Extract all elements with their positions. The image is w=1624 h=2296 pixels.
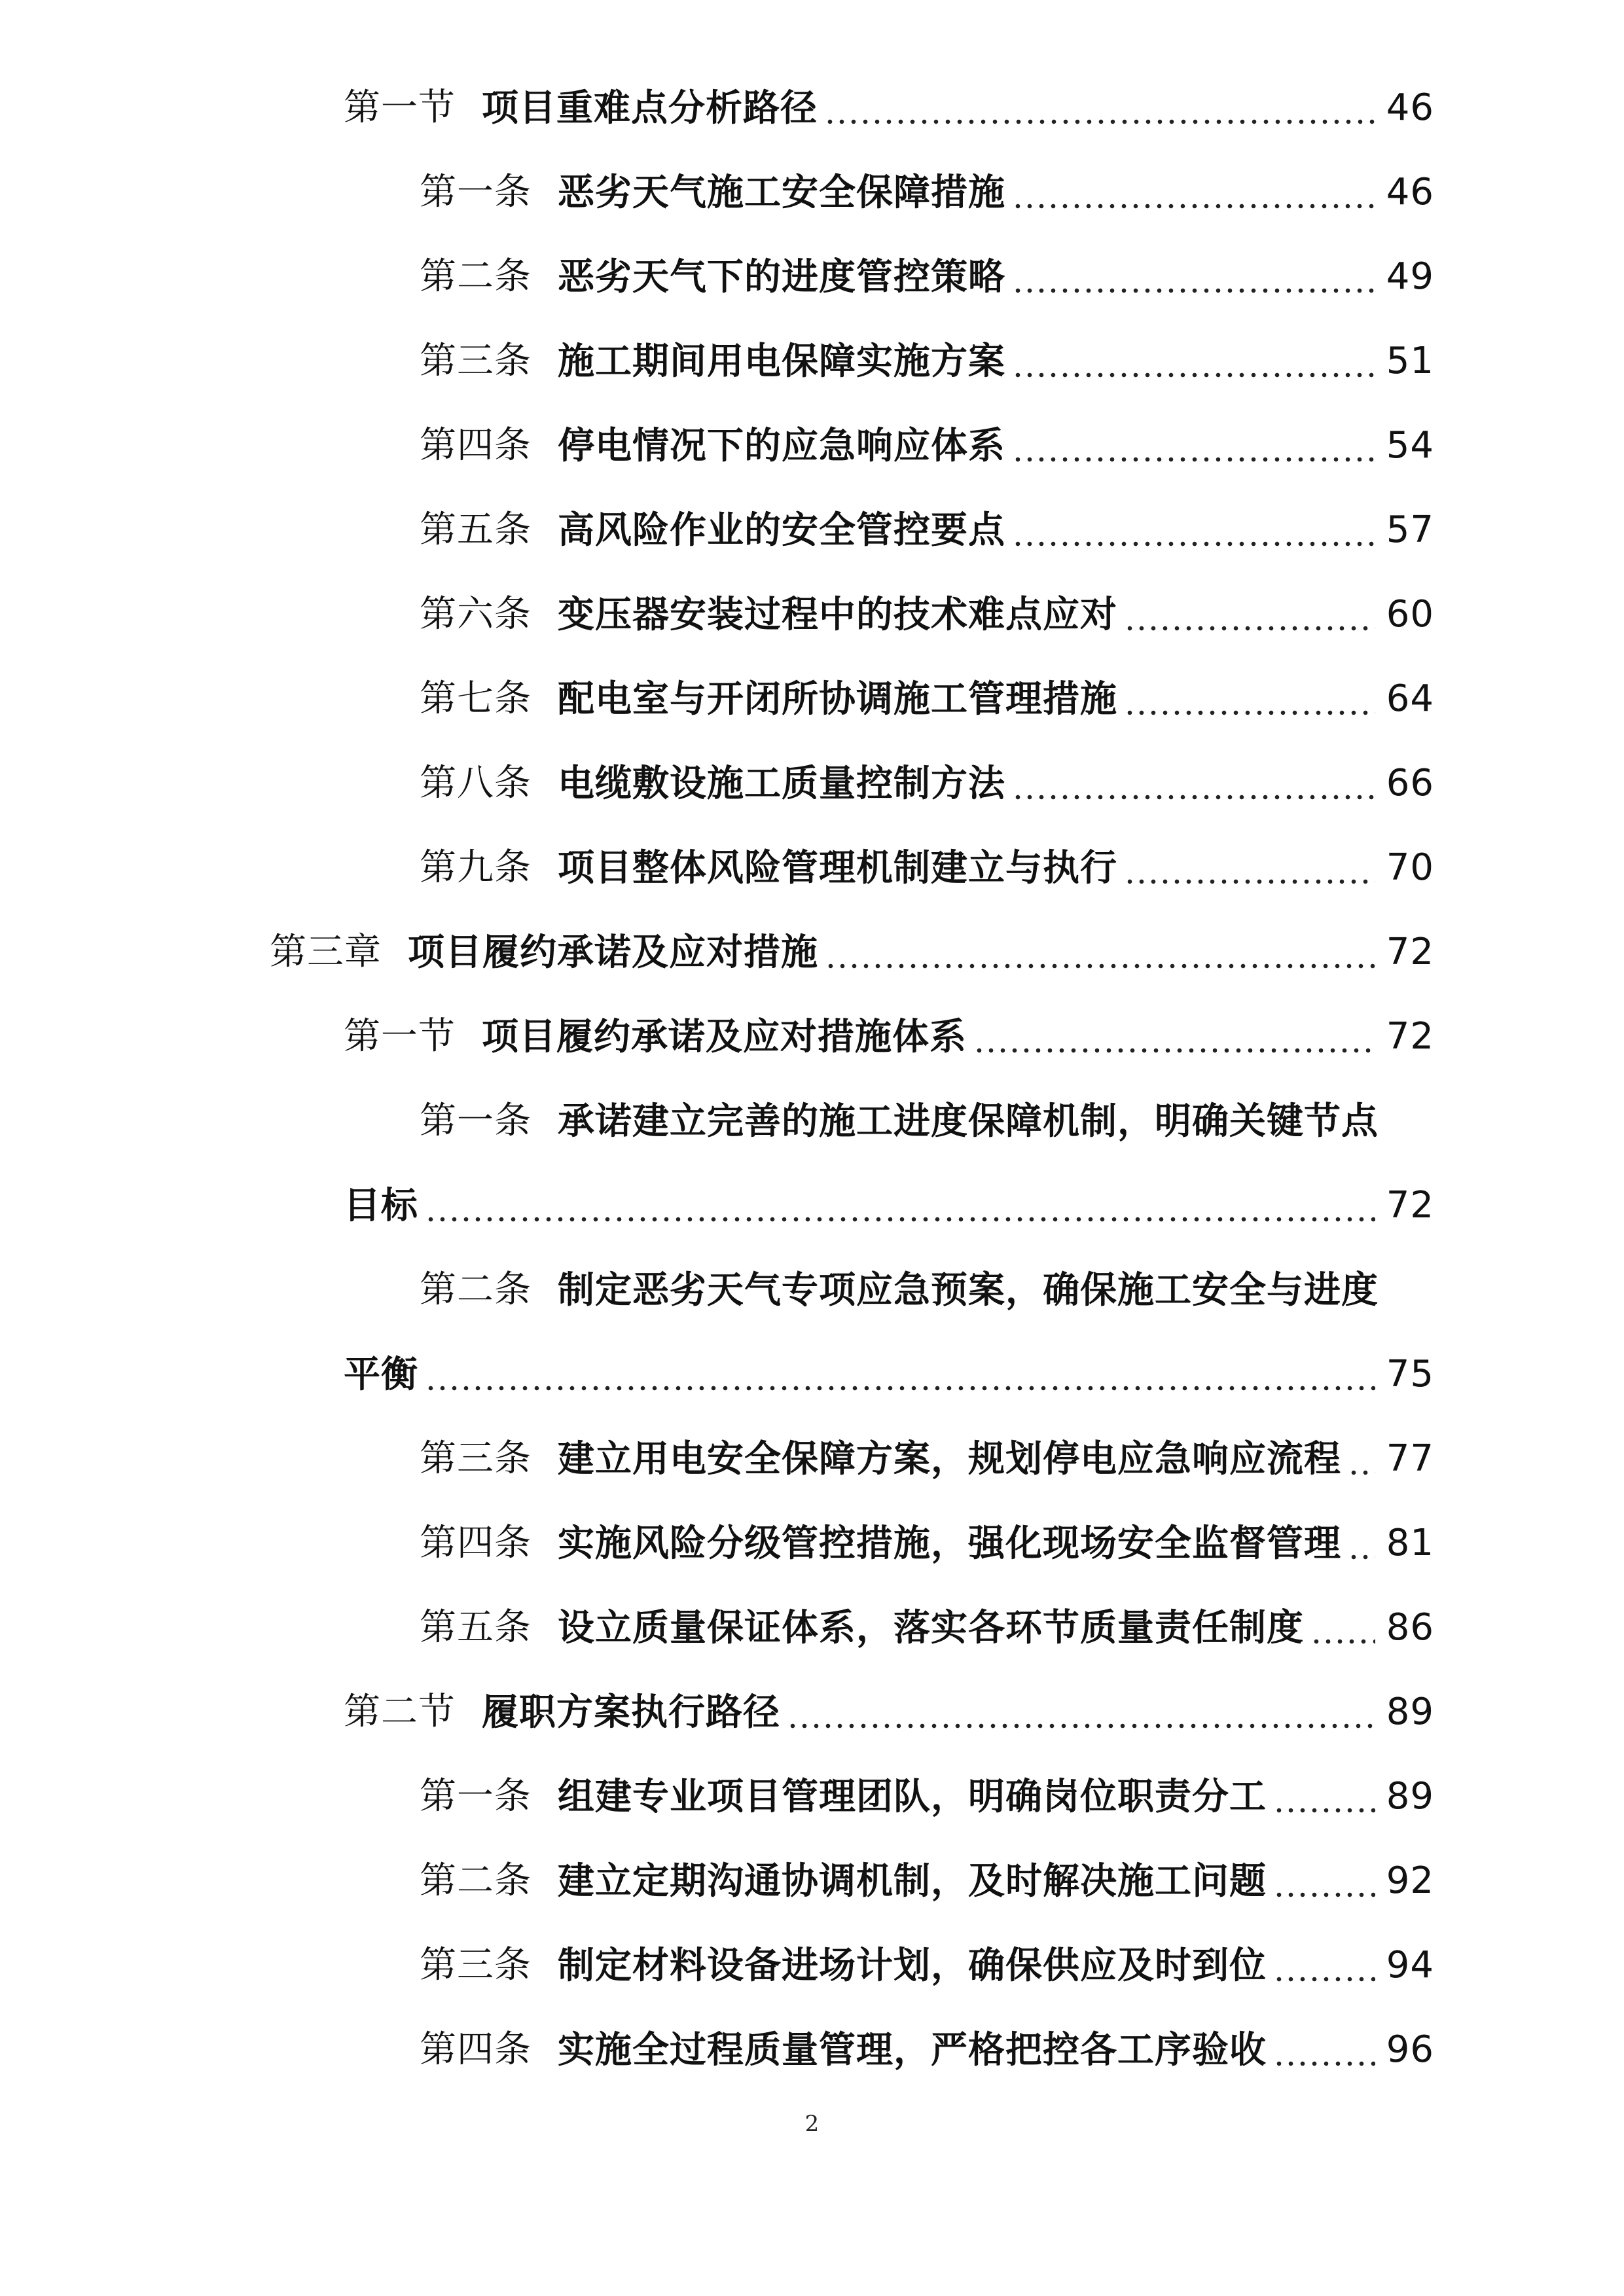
- dot-leader: [1124, 596, 1375, 633]
- toc-entry-page: 72: [1386, 930, 1434, 973]
- page-number-footer: 2: [804, 2111, 820, 2137]
- toc-entry-title: 组建专业项目管理团队，明确岗位职责分工: [558, 1775, 1267, 1818]
- dot-leader: [824, 90, 1375, 126]
- toc-entry-continuation[interactable]: [0, 1332, 1624, 1416]
- dot-leader: [1124, 681, 1375, 717]
- toc-entry-title: 变压器安装过程中的技术难点应对: [558, 593, 1117, 636]
- toc-entry-article[interactable]: [0, 403, 1624, 488]
- dot-leader: [973, 1018, 1375, 1055]
- toc-entry-article[interactable]: [0, 234, 1624, 319]
- toc-entry-page: 81: [1386, 1521, 1434, 1564]
- toc-entry-page: 92: [1386, 1859, 1434, 1902]
- toc-entry-article[interactable]: [0, 488, 1624, 572]
- toc-entry-number: 第五条: [420, 508, 532, 551]
- toc-entry-page: 96: [1386, 2028, 1434, 2071]
- toc-entry-article[interactable]: [0, 1416, 1624, 1501]
- dot-leader: [1348, 1525, 1375, 1562]
- toc-entry-title: 配电室与开闭所协调施工管理措施: [558, 677, 1117, 720]
- toc-entry-title: 恶劣天气下的进度管控策略: [558, 255, 1005, 298]
- toc-entry-number: 第六条: [420, 592, 532, 636]
- toc-entry-title: 设立质量保证体系，落实各环节质量责任制度: [558, 1606, 1304, 1649]
- toc-entry-article[interactable]: [0, 825, 1624, 910]
- toc-entry-article[interactable]: [0, 1923, 1624, 2007]
- toc-entry-title: 项目重难点分析路径: [482, 86, 818, 129]
- toc-entry-title: 恶劣天气施工安全保障措施: [558, 171, 1005, 213]
- toc-entry-article[interactable]: [0, 1247, 1624, 1332]
- dot-leader: [1273, 1778, 1375, 1815]
- dot-leader: [425, 1187, 1375, 1224]
- toc-entry-title: 项目整体风险管理机制建立与执行: [558, 846, 1117, 889]
- toc-entry-article[interactable]: [0, 150, 1624, 234]
- toc-entry-title: 停电情况下的应急响应体系: [558, 424, 1005, 467]
- toc-entry-number: 第三章: [270, 930, 382, 973]
- toc-entry-section[interactable]: [0, 994, 1624, 1079]
- toc-entry-page: 49: [1386, 255, 1434, 298]
- toc-entry-page: 77: [1386, 1437, 1434, 1480]
- dot-leader: [787, 1694, 1375, 1731]
- toc-entry-article[interactable]: [0, 319, 1624, 403]
- toc-entry-page: 72: [1386, 1014, 1434, 1058]
- toc-entry-page: 70: [1386, 846, 1434, 889]
- toc-entry-number: 第二条: [420, 1268, 532, 1311]
- toc-entry-page: 66: [1386, 761, 1434, 804]
- toc-entry-number: 第一条: [420, 1099, 532, 1142]
- toc-entry-number: 第七条: [420, 677, 532, 720]
- toc-entry-section[interactable]: [0, 65, 1624, 150]
- toc-entry-title: 项目履约承诺及应对措施: [408, 931, 818, 973]
- toc-entry-number: 第二条: [420, 255, 532, 298]
- toc-entry-page: 60: [1386, 592, 1434, 636]
- toc-entry-article[interactable]: [0, 572, 1624, 656]
- toc-entry-page: 46: [1386, 170, 1434, 213]
- toc-entry-title: 实施全过程质量管理，严格把控各工序验收: [558, 2028, 1267, 2071]
- toc-entry-title: 施工期间用电保障实施方案: [558, 340, 1005, 382]
- dot-leader: [1273, 1947, 1375, 1984]
- toc-entry-number: 第三条: [420, 1437, 532, 1480]
- toc-entry-number: 第一条: [420, 170, 532, 213]
- toc-entry-page: 89: [1386, 1774, 1434, 1818]
- toc-entry-page: 51: [1386, 339, 1434, 382]
- toc-entry-article[interactable]: [0, 1839, 1624, 1923]
- toc-entry-title-continued: 平衡: [344, 1353, 418, 1395]
- toc-entry-page: 75: [1386, 1352, 1434, 1395]
- toc-entry-page: 94: [1386, 1943, 1434, 1986]
- toc-entry-title: 高风险作业的安全管控要点: [558, 509, 1005, 551]
- toc-entry-title: 履职方案执行路径: [482, 1691, 780, 1733]
- toc-entry-title: 电缆敷设施工质量控制方法: [558, 762, 1005, 804]
- table-of-contents: [0, 65, 1624, 2092]
- toc-entry-article[interactable]: [0, 741, 1624, 825]
- toc-entry-article[interactable]: [0, 1585, 1624, 1670]
- toc-entry-article[interactable]: [0, 1754, 1624, 1839]
- toc-entry-article[interactable]: [0, 656, 1624, 741]
- toc-entry-number: 第四条: [420, 423, 532, 467]
- dot-leader: [1348, 1441, 1375, 1477]
- dot-leader: [1012, 512, 1375, 548]
- toc-entry-article[interactable]: [0, 1501, 1624, 1585]
- dot-leader: [1012, 427, 1375, 464]
- toc-entry-title: 项目履约承诺及应对措施体系: [482, 1015, 967, 1058]
- toc-entry-number: 第九条: [420, 846, 532, 889]
- toc-entry-title: 建立用电安全保障方案，规划停电应急响应流程: [558, 1437, 1341, 1480]
- toc-entry-article[interactable]: [0, 2007, 1624, 2092]
- toc-entry-number: 第八条: [420, 761, 532, 804]
- toc-entry-page: 86: [1386, 1605, 1434, 1649]
- toc-entry-page: 64: [1386, 677, 1434, 720]
- toc-entry-title: 承诺建立完善的施工进度保障机制，明确关键节点: [558, 1099, 1379, 1143]
- dot-leader: [1273, 2032, 1375, 2068]
- toc-entry-number: 第一条: [420, 1774, 532, 1818]
- dot-leader: [1273, 1863, 1375, 1899]
- dot-leader: [1012, 765, 1375, 802]
- toc-entry-number: 第二条: [420, 1859, 532, 1902]
- toc-entry-title: 建立定期沟通协调机制，及时解决施工问题: [558, 1859, 1267, 1902]
- dot-leader: [1012, 343, 1375, 380]
- toc-entry-number: 第三条: [420, 339, 532, 382]
- dot-leader: [1124, 850, 1375, 886]
- toc-entry-continuation[interactable]: [0, 1163, 1624, 1247]
- toc-entry-number: 第四条: [420, 2028, 532, 2071]
- toc-entry-page: 89: [1386, 1690, 1434, 1733]
- dot-leader: [1012, 259, 1375, 295]
- toc-entry-article[interactable]: [0, 1079, 1624, 1163]
- dot-leader: [425, 1356, 1375, 1393]
- dot-leader: [1310, 1609, 1375, 1646]
- dot-leader: [825, 934, 1375, 971]
- toc-entry-number: 第一节: [344, 86, 456, 129]
- dot-leader: [1012, 174, 1375, 211]
- toc-entry-page: 46: [1386, 86, 1434, 129]
- toc-entry-number: 第一节: [344, 1014, 456, 1058]
- toc-entry-page: 72: [1386, 1183, 1434, 1227]
- toc-entry-number: 第三条: [420, 1943, 532, 1986]
- toc-entry-number: 第二节: [344, 1690, 456, 1733]
- toc-entry-section[interactable]: [0, 1670, 1624, 1754]
- toc-entry-chapter[interactable]: [0, 910, 1624, 994]
- toc-entry-title: 实施风险分级管控措施，强化现场安全监督管理: [558, 1522, 1341, 1564]
- toc-entry-title: 制定恶劣天气专项应急预案，确保施工安全与进度: [558, 1268, 1379, 1312]
- toc-entry-title: 制定材料设备进场计划，确保供应及时到位: [558, 1944, 1267, 1986]
- toc-entry-page: 57: [1386, 508, 1434, 551]
- toc-entry-page: 54: [1386, 423, 1434, 467]
- toc-entry-title-continued: 目标: [344, 1184, 418, 1227]
- toc-entry-number: 第五条: [420, 1605, 532, 1649]
- toc-entry-number: 第四条: [420, 1521, 532, 1564]
